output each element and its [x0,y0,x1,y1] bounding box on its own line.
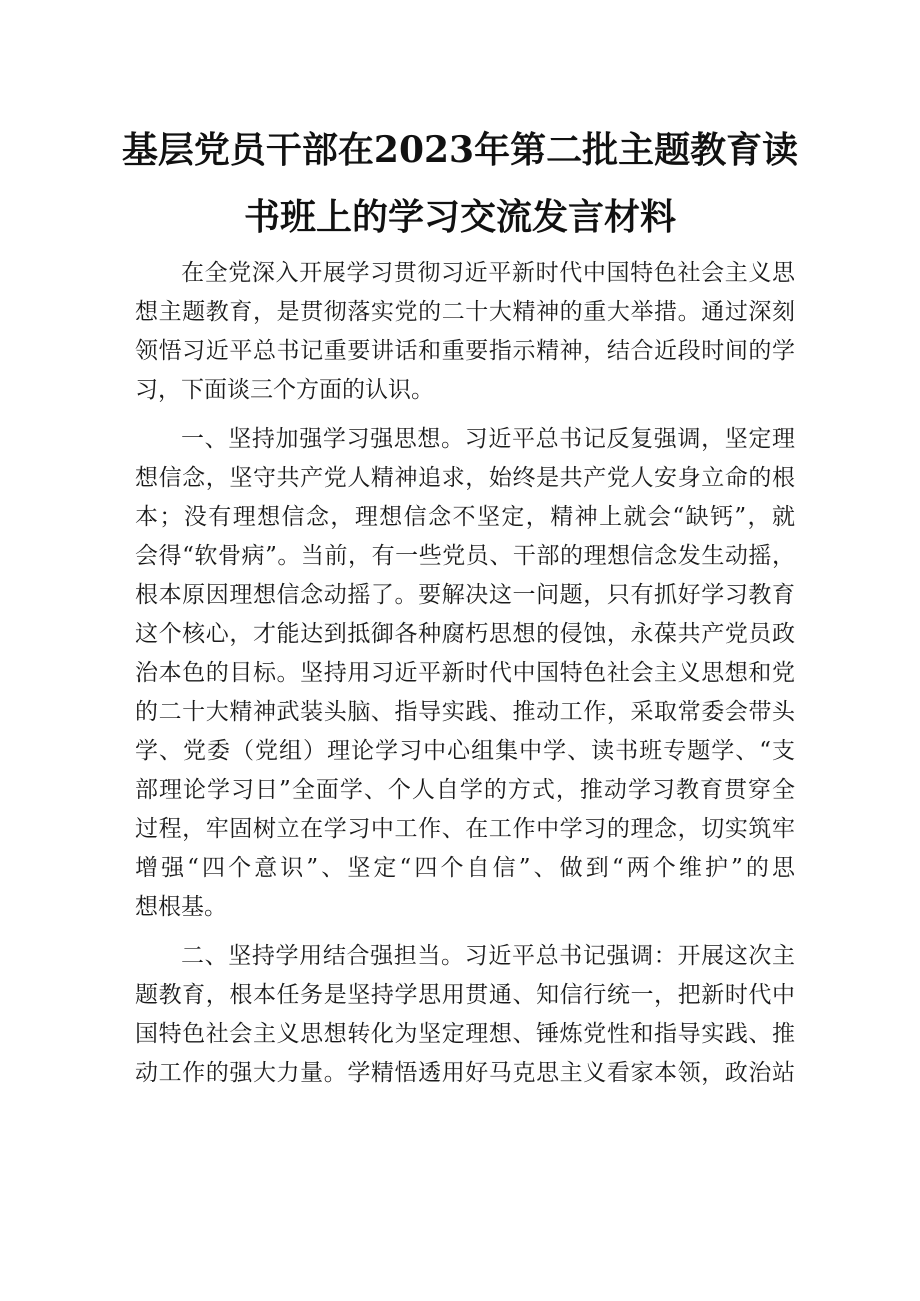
document-title-line-1: 基层党员干部在2023年第二批主题教育读 [121,129,799,171]
text-line: 的二十大精神武装头脑、指导实践、推动工作，采取常委会带头 [135,699,795,725]
text-line: 部理论学习日”全面学、个人自学的方式，推动学习教育贯穿全 [135,777,795,803]
text-line: 过程，牢固树立在学习中工作、在工作中学习的理念，切实筑牢 [135,816,795,842]
text-line: 想根基。 [135,894,227,920]
text-line: 治本色的目标。坚持用习近平新时代中国特色社会主义思想和党 [135,660,795,686]
text-line: 增强“四个意识”、坚定“四个自信”、做到“两个维护”的思 [135,855,795,881]
text-line: 在全党深入开展学习贯彻习近平新时代中国特色社会主义思 [181,260,795,286]
text-line: 一、坚持加强学习强思想。习近平总书记反复强调，坚定理 [181,426,795,452]
text-line: 根本原因理想信念动摇了。要解决这一问题，只有抓好学习教育 [135,582,795,608]
text-line: 国特色社会主义思想转化为坚定理想、锤炼党性和指导实践、推 [135,1021,795,1047]
text-line: 本；没有理想信念，理想信念不坚定，精神上就会“缺钙”，就 [135,504,795,530]
paragraph-section-2 [135,937,795,1093]
text-line: 动工作的强大力量。学精悟透用好马克思主义看家本领，政治站 [135,1060,795,1086]
text-line: 习，下面谈三个方面的认识。 [135,377,434,403]
text-line: 会得“软骨病”。当前，有一些党员、干部的理想信念发生动摇， [135,543,795,569]
text-line: 领悟习近平总书记重要讲话和重要指示精神，结合近段时间的学 [135,338,795,364]
text-line: 学、党委（党组）理论学习中心组集中学、读书班专题学、“支 [135,738,795,764]
text-line: 二、坚持学用结合强担当。习近平总书记强调：开展这次主 [181,943,795,969]
document-body [135,254,795,1093]
document-title-line-2: 书班上的学习交流发言材料 [243,196,676,238]
text-line: 这个核心，才能达到抵御各种腐朽思想的侵蚀，永葆共产党员政 [135,621,795,647]
text-line: 想信念，坚守共产党人精神追求，始终是共产党人安身立命的根 [135,465,795,491]
paragraph-section-1 [135,420,795,927]
text-line: 想主题教育，是贯彻落实党的二十大精神的重大举措。通过深刻 [135,299,795,325]
text-line: 题教育，根本任务是坚持学思用贯通、知信行统一，把新时代中 [135,982,795,1008]
paragraph-intro [135,254,795,410]
